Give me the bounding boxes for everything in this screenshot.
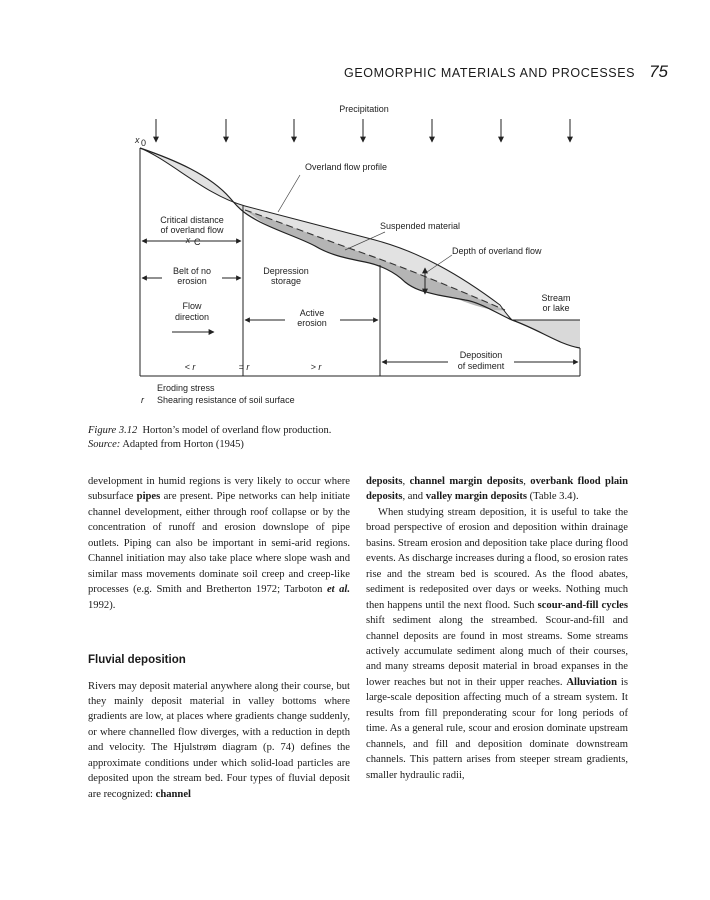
left-paragraph-2: Rivers may deposit material anywhere along their course, but they mainly deposit material in valley bottoms where gradients are low, at places where gradients change suddenly, or where channelled flow diverges, with a reduction in depth and velocity. The Hjulstrøm diagram (p. 74) defines the approximate conditions under which solid-load particles are deposited upon the stream bed. Four types of fluvial deposit are recognized: channel	[88, 680, 350, 800]
keyword-alluviation: Alluviation	[566, 676, 618, 688]
belt-no-erosion-label: Belt of no	[172, 266, 212, 276]
figure-caption	[88, 424, 331, 452]
left-column	[88, 474, 350, 802]
legend-eroding-stress: Eroding stress	[157, 383, 215, 393]
keyword-scour-and-fill: scour-and-fill cycles	[537, 599, 628, 611]
depression-storage-label: Depression	[263, 266, 309, 276]
belt-no-erosion-label-2: erosion	[177, 276, 207, 286]
overland-flow-profile-label: Overland flow profile	[304, 162, 388, 172]
flow-direction-label: Flow	[182, 301, 202, 311]
legend-r-symbol: r	[141, 395, 144, 405]
keyword-deposits: deposits	[366, 476, 403, 487]
right-column	[366, 474, 628, 783]
equal-r: = r	[238, 362, 250, 372]
flow-direction-label-2: direction	[174, 312, 210, 322]
keyword-overbank-flood-plain-deposits: overbank flood plain deposits	[366, 476, 629, 503]
legend-shearing-resistance: Shearing resistance of soil surface	[157, 395, 295, 405]
keyword-channel-margin-deposits: channel margin deposits	[409, 476, 524, 487]
depth-overland-flow-label: Depth of overland flow	[452, 246, 542, 256]
precipitation-label: Precipitation	[339, 104, 389, 114]
figure-text: Horton’s model of overland flow production.	[142, 425, 332, 436]
source-line	[88, 438, 331, 452]
less-than-r: < r	[184, 362, 196, 372]
source-label: Source:	[88, 439, 121, 450]
lake-label: or lake	[542, 303, 570, 313]
deposition-label-2: of sediment	[457, 361, 505, 371]
xc-label: x	[185, 235, 191, 245]
active-erosion-label: Active	[299, 308, 325, 318]
x0-subscript: 0	[141, 138, 147, 148]
active-erosion-label-2: erosion	[297, 318, 327, 328]
section-heading-fluvial-deposition: Fluvial deposition	[88, 654, 186, 667]
critical-distance-label-2: of overland flow	[160, 225, 224, 235]
critical-distance-label: Critical distance	[160, 215, 224, 225]
keyword-pipes: pipes	[136, 491, 161, 503]
et-al: et al.	[326, 584, 350, 596]
deposition-label: Deposition	[459, 350, 503, 360]
left-paragraph-1: development in humid regions is very likely to occur where subsurface pipes are present. Pipe networks can help initiate channel development, either through roof collapse or by the concentration of runoff and erosion downslope of pipe outlets. Piping can also be important in semi-arid regions. Channel initiation may also take place where slope wash and similar mass movements dominate soil creep and creep-like processes (e.g. Smith and Bretherton 1972; Tarboton et al. 1992).	[88, 476, 350, 611]
stream-label: Stream	[541, 293, 571, 303]
depression-storage-label-2: storage	[270, 276, 302, 286]
greater-than-r: > r	[310, 362, 322, 372]
figure-label: Figure 3.12	[88, 425, 138, 436]
xc-subscript: C	[194, 237, 201, 247]
suspended-material-label: Suspended material	[380, 221, 461, 231]
caption-line	[88, 424, 331, 438]
keyword-channel: channel	[155, 788, 191, 800]
source-text: Adapted from Horton (1945)	[122, 439, 244, 450]
x0-label: x	[135, 135, 140, 145]
right-paragraph-2: When studying stream deposition, it is useful to take the broad perspective of erosion and deposition within drainage basins. Stream erosion and deposition take place during flood events. As discharge increases during a flood, so erosion rates rise and the stream bed is scoured. As the flood abates, sediment is redeposited over days or weeks. Nothing much then happens until the next flood. Such scour-and-fill cycles shift sediment along the streambed. Scour-and-fill and channel deposits are found in most streams. Some streams actively accumulate sediment along much of their courses, and many streams deposit material in broad expanses in the lower reaches but not in their upper reaches. Alluviation is large-scale deposition affecting much of a stream system. It results from fill preponderating scour for long periods of time. As a general rule, scour and erosion dominate upstream channels, and fill and deposition dominate downstream channels. This pattern arises from steeper stream gradients, smaller hydraulic radii,	[366, 506, 628, 781]
horton-overland-flow-diagram	[0, 0, 710, 420]
precipitation-arrows	[156, 119, 570, 142]
page-number: 75	[649, 62, 668, 81]
keyword-valley-margin-deposits: valley margin deposits	[425, 491, 527, 503]
right-paragraph-1: deposits, channel margin deposits, overbank flood plain deposits, and valley margin deposits (Table 3.4).	[366, 476, 629, 503]
running-title: GEOMORPHIC MATERIALS AND PROCESSES	[344, 66, 636, 80]
suspended-material-band	[245, 210, 505, 310]
